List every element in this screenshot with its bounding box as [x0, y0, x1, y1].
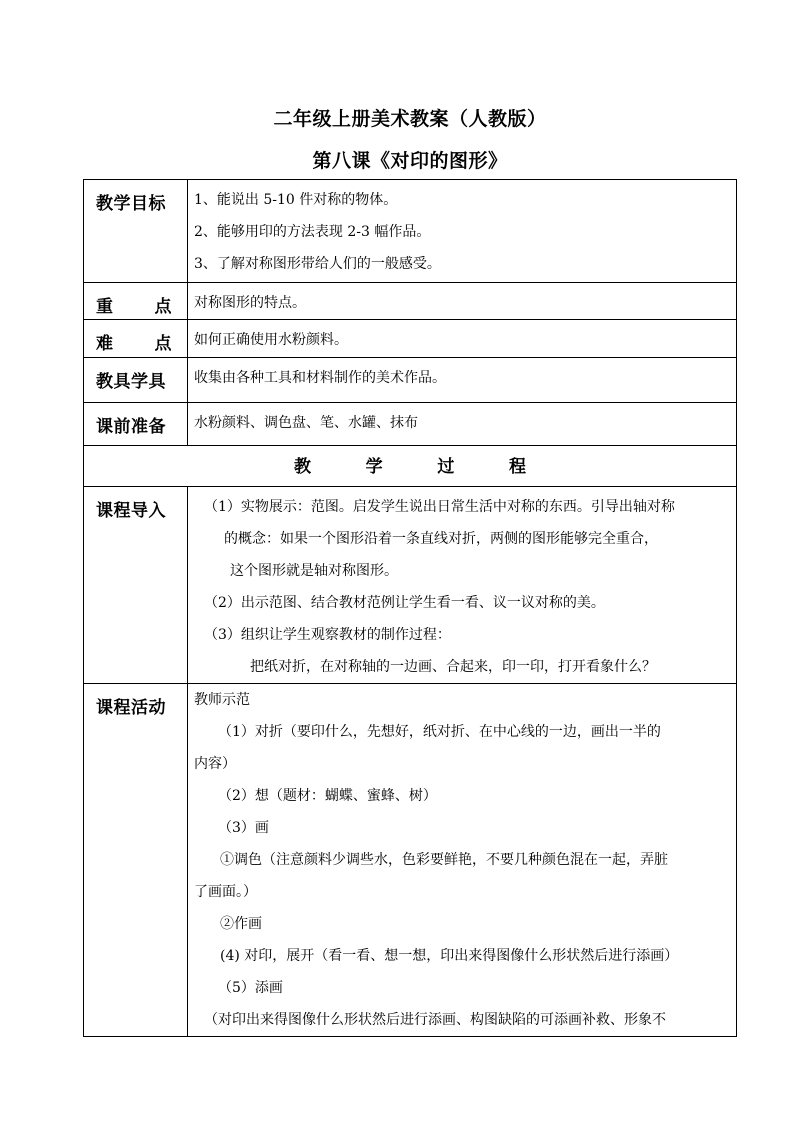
- intro-content: [188, 487, 737, 684]
- activity-line: （5）添画: [218, 980, 283, 996]
- activity-content: [188, 684, 737, 1037]
- intro-line: （2）出示范图、结合教材范例让学生看一看、议一议对称的美。: [204, 595, 605, 611]
- process-heading: 教 学 过 程: [84, 446, 737, 487]
- activity-line: （对印出来得图像什么形状然后进行添画、构图缺陷的可添画补救、形象不: [204, 1012, 666, 1028]
- lesson-title: 第八课《对印的图形》: [312, 150, 508, 172]
- intro-line: 把纸对折，在对称轴的一边画、合起来，印一印，打开看象什么？: [250, 659, 656, 675]
- activity-line: 了画面。）: [194, 884, 257, 900]
- preparation-row: [84, 403, 737, 446]
- lesson-plan-table: [83, 179, 737, 1037]
- activity-line: ②作画: [220, 916, 262, 932]
- key-point-row: [84, 283, 737, 320]
- objectives-label: 教学目标: [84, 180, 188, 283]
- activity-row: [84, 684, 737, 1037]
- objectives-content: [188, 180, 737, 283]
- objectives-row: [84, 180, 737, 283]
- activity-line: （1）对折（要印什么，先想好，纸对折、在中心线的一边，画出一半的: [218, 724, 661, 740]
- process-heading-row: [84, 446, 737, 487]
- objective-line: 3、了解对称图形带给人们的一般感受。: [194, 256, 441, 272]
- activity-label: 课程活动: [84, 684, 188, 1037]
- materials-content: 收集由各种工具和材料制作的美术作品。: [188, 358, 737, 403]
- activity-line: （3）画: [218, 820, 269, 836]
- difficulty-row: [84, 320, 737, 358]
- intro-line: 的概念：如果一个图形沿着一条直线对折，两侧的图形能够完全重合，: [224, 531, 658, 547]
- preparation-label: 课前准备: [84, 403, 188, 446]
- intro-line: （1）实物展示：范图。启发学生说出日常生活中对称的东西。引导出轴对称: [204, 499, 675, 515]
- activity-line: （2）想（题材：蝴蝶、蜜蜂、树）: [218, 788, 437, 804]
- activity-line: (4) 对印，展开（看一看、想一想，印出来得图像什么形状然后进行添画）: [220, 948, 679, 964]
- intro-label: 课程导入: [84, 487, 188, 684]
- activity-line: 教师示范: [194, 692, 250, 708]
- activity-line: 内容）: [194, 756, 236, 772]
- materials-label: 教具学具: [84, 358, 188, 403]
- key-point-label: 重 点: [84, 283, 188, 320]
- key-point-content: 对称图形的特点。: [188, 283, 737, 320]
- intro-row: [84, 487, 737, 684]
- objective-line: 2、能够用印的方法表现 2-3 幅作品。: [194, 224, 431, 240]
- preparation-content: 水粉颜料、调色盘、笔、水罐、抹布: [188, 403, 737, 446]
- intro-line: 这个图形就是轴对称图形。: [230, 563, 398, 579]
- difficulty-content: 如何正确使用水粉颜料。: [188, 320, 737, 358]
- objective-line: 1、能说出 5-10 件对称的物体。: [194, 192, 398, 208]
- materials-row: [84, 358, 737, 403]
- document-title: 二年级上册美术教案（人教版）: [273, 108, 547, 130]
- intro-line: （3）组织让学生观察教材的制作过程：: [204, 627, 451, 643]
- difficulty-label: 难 点: [84, 320, 188, 358]
- activity-line: ①调色（注意颜料少调些水，色彩要鲜艳，不要几种颜色混在一起，弄脏: [220, 852, 668, 868]
